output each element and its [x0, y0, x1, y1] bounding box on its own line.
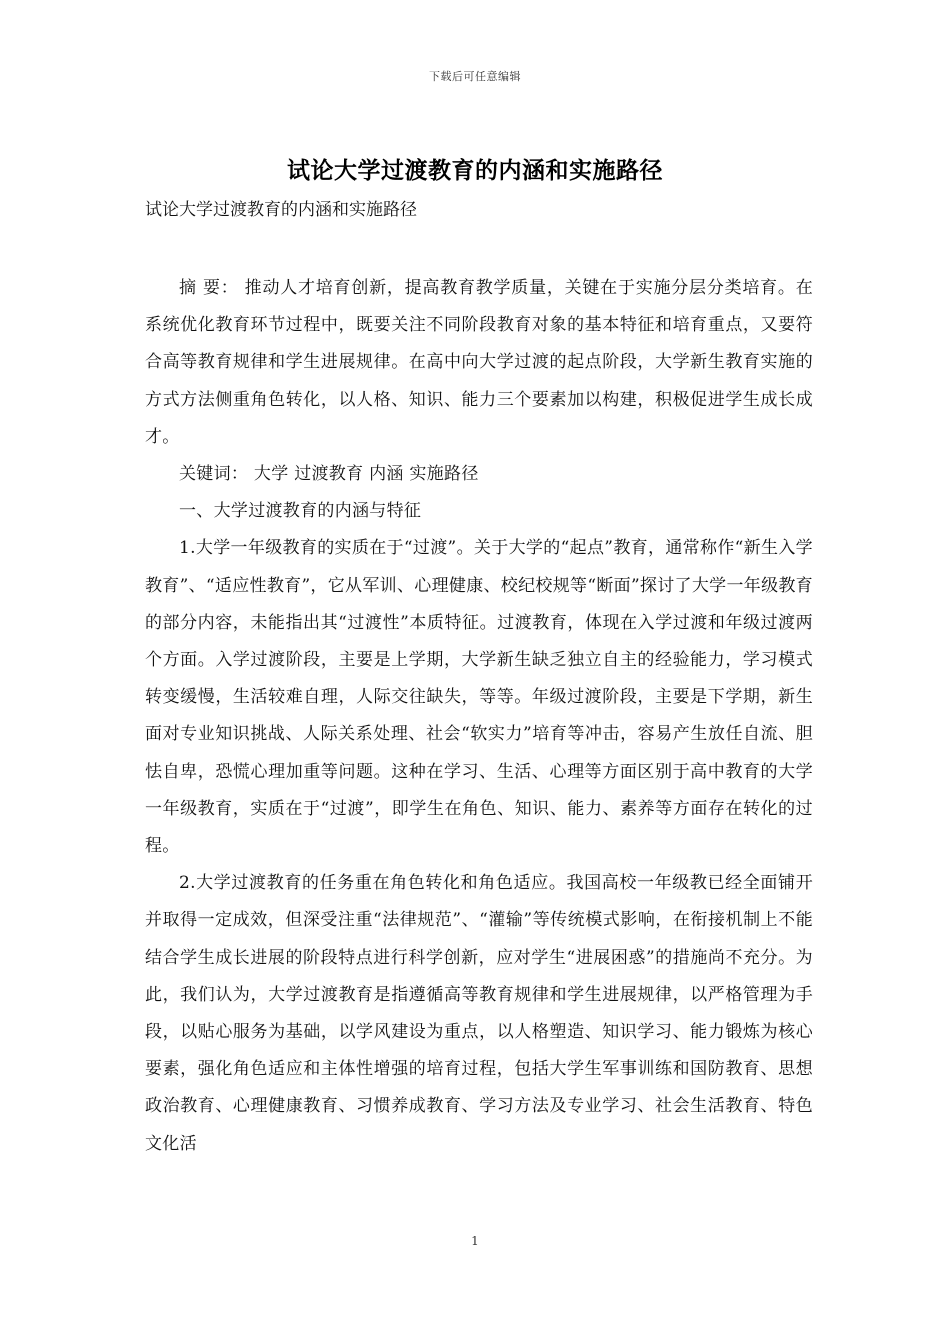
body-paragraph: 1.大学一年级教育的实质在于“过渡”。关于大学的“起点”教育，通常称作“新生入学教育”、“适应性教育”，它从军训、心理健康、校纪校规等“断面”探讨了大学一年级教育的部分内容，未能指出其“过渡性”本质特征。过渡教育，体现在入学过渡和年级过渡两个方面。入学过渡阶段，主要是上学期，大学新生缺乏独立自主的经验能力，学习模式转变缓慢，生活较难自理，人际交往缺失，等等。年级过渡阶段，主要是下学期，新生面对专业知识挑战、人际关系处理、社会“软实力”培育等冲击，容易产生放任自流、胆怯自卑，恐慌心理加重等问题。这种在学习、生活、心理等方面区别于高中教育的大学一年级教育，实质在于“过渡”，即学生在角色、知识、能力、素养等方面存在转化的过程。	[145, 538, 813, 857]
abstract-paragraph: 摘 要： 推动人才培育创新，提高教育教学质量，关键在于实施分层分类培育。在系统优化教育环节过程中，既要关注不同阶段教育对象的基本特征和培育重点，又要符合高等教育规律和学生进展规律。在高中向大学过渡的起点阶段，大学新生教育实施的方式方法侧重角色转化，以人格、知识、能力三个要素加以构建，积极促进学生成长成才。	[145, 278, 813, 447]
keywords-paragraph: 关键词： 大学 过渡教育 内涵 实施路径	[179, 464, 479, 485]
page-number: 1	[471, 1234, 479, 1248]
document-subtitle: 试论大学过渡教育的内涵和实施路径	[145, 200, 417, 220]
document-body	[145, 270, 813, 1163]
section-heading: 一、大学过渡教育的内涵与特征	[179, 501, 422, 522]
header-note: 下载后可任意编辑	[429, 70, 521, 83]
document-title: 试论大学过渡教育的内涵和实施路径	[287, 157, 663, 184]
body-paragraph: 2.大学过渡教育的任务重在角色转化和角色适应。我国高校一年级教已经全面铺开并取得一定成效，但深受注重“法律规范”、“灌输”等传统模式影响，在衔接机制上不能结合学生成长进展的阶段特点进行科学创新，应对学生“进展困惑”的措施尚不充分。为此，我们认为，大学过渡教育是指遵循高等教育规律和学生进展规律，以严格管理为手段，以贴心服务为基础，以学风建设为重点，以人格塑造、知识学习、能力锻炼为核心要素，强化角色适应和主体性增强的培育过程，包括大学生军事训练和国防教育、思想政治教育、心理健康教育、习惯养成教育、学习方法及专业学习、社会生活教育、特色文化活	[145, 873, 813, 1154]
